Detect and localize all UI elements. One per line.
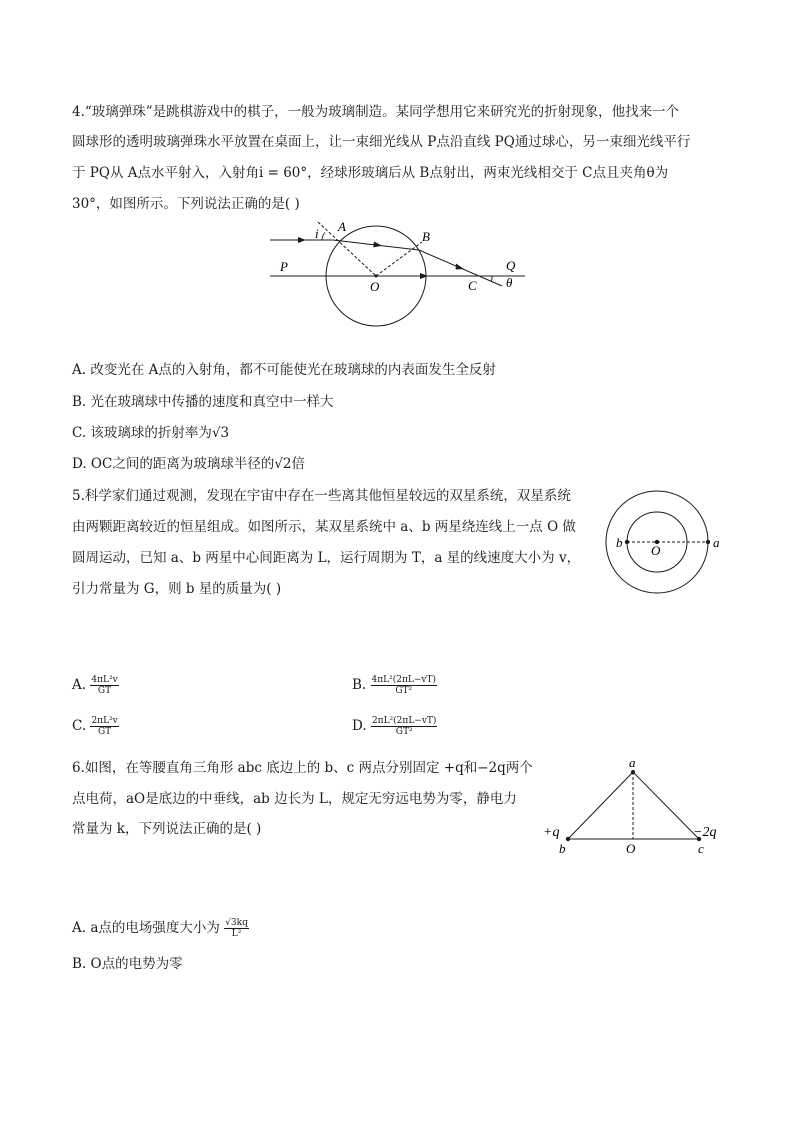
- sqrt3: √3: [211, 425, 230, 441]
- fig-label-O: O: [651, 543, 661, 558]
- sqrt2: √2: [274, 456, 292, 472]
- fig-label-b: b: [616, 535, 623, 550]
- q5-option-b: B. $\frac{\text{4πL²(2πL−vT)}}{\text{GT²}}$: [352, 675, 437, 696]
- q5-option-a: A. $\frac{\text{4πL²v}}{GT}$: [72, 675, 118, 696]
- q5-stem-line-3: 圆周运动，已知 a、b 两星中心间距离为 L，运行周期为 T，a 星的线速度大小为 v，: [72, 550, 581, 566]
- q5-stem-line-4: 引力常量为 G，则 b 星的质量为( ): [72, 581, 282, 597]
- fig-label-c: c: [698, 841, 704, 856]
- q4-option-b: B. 光在玻璃球中传播的速度和真空中一样大: [72, 394, 334, 410]
- q4-stem-line-3: 于 PQ从 A点水平射入，入射角i = 60°，经球形玻璃后从 B点射出，两束光线相交于 C点且夹角θ为: [72, 165, 669, 181]
- fig-label-C: C: [468, 278, 477, 293]
- fig-label-minus-2q: −2q: [693, 825, 717, 840]
- q4-option-c: C. 该玻璃球的折射率为√3: [72, 425, 230, 441]
- fig-label-O: O: [370, 279, 380, 294]
- q5-option-d: D. $\frac{\text{2πL²(2πL−vT)}}{\text{GT²}}$: [352, 716, 437, 737]
- q5-option-c: C. $\frac{\text{2πL²v}}{GT}$: [72, 716, 118, 737]
- q4-option-a: A. 改变光在 A点的入射角，都不可能使光在玻璃球的内表面发生全反射: [72, 362, 496, 378]
- q4-stem-line-1: 4.“玻璃弹珠”是跳棋游戏中的棋子，一般为玻璃制造。某同学想用它来研究光的折射现象，他找来一个: [72, 104, 680, 120]
- q6-option-a: A. a点的电场强度大小为 $\frac{√3kq}{\text{L²}}$: [72, 918, 248, 939]
- q4-option-d: D. OC之间的距离为玻璃球半径的√2倍: [72, 456, 306, 472]
- fig-label-a: a: [629, 755, 636, 770]
- q6-stem-line-2: 点电荷，aO是底边的中垂线，ab 边长为 L，规定无穷远电势为零，静电力: [72, 791, 517, 807]
- q6-triangle-figure: [540, 754, 730, 860]
- fig-label-O: O: [626, 841, 636, 856]
- fig-label-plus-q: +q: [543, 825, 560, 840]
- fig-label-P: P: [280, 259, 288, 274]
- fig-label-A: A: [338, 219, 346, 234]
- fig-label-theta: θ: [506, 275, 513, 290]
- q5-binary-star-figure: [600, 484, 730, 604]
- q4-refraction-figure: [270, 218, 530, 330]
- q6-option-b: B. O点的电势为零: [72, 956, 183, 972]
- q4-stem-line-4: 30°，如图所示。下列说法正确的是( ): [72, 196, 300, 212]
- fig-label-Q: Q: [506, 258, 516, 273]
- fig-label-B: B: [422, 229, 430, 244]
- fig-label-i: i: [315, 226, 319, 241]
- fig-label-b: b: [559, 841, 566, 856]
- fig-label-a: a: [713, 535, 720, 550]
- q4-stem-line-2: 圆球形的透明玻璃弹珠水平放置在桌面上，让一束细光线从 P点沿直线 PQ通过球心，另一束细光线平行: [72, 134, 691, 150]
- q5-stem-line-1: 5.科学家们通过观测，发现在宇宙中存在一些离其他恒星较远的双星系统，双星系统: [72, 488, 571, 504]
- q6-stem-line-3: 常量为 k，下列说法正确的是( ): [72, 821, 262, 837]
- q6-stem-line-1: 6.如图，在等腰直角三角形 abc 底边上的 b、c 两点分别固定 +q和−2q两个: [72, 760, 533, 776]
- q5-stem-line-2: 由两颗距离较近的恒星组成。如图所示，某双星系统中 a、b 两星绕连线上一点 O 做: [72, 519, 576, 535]
